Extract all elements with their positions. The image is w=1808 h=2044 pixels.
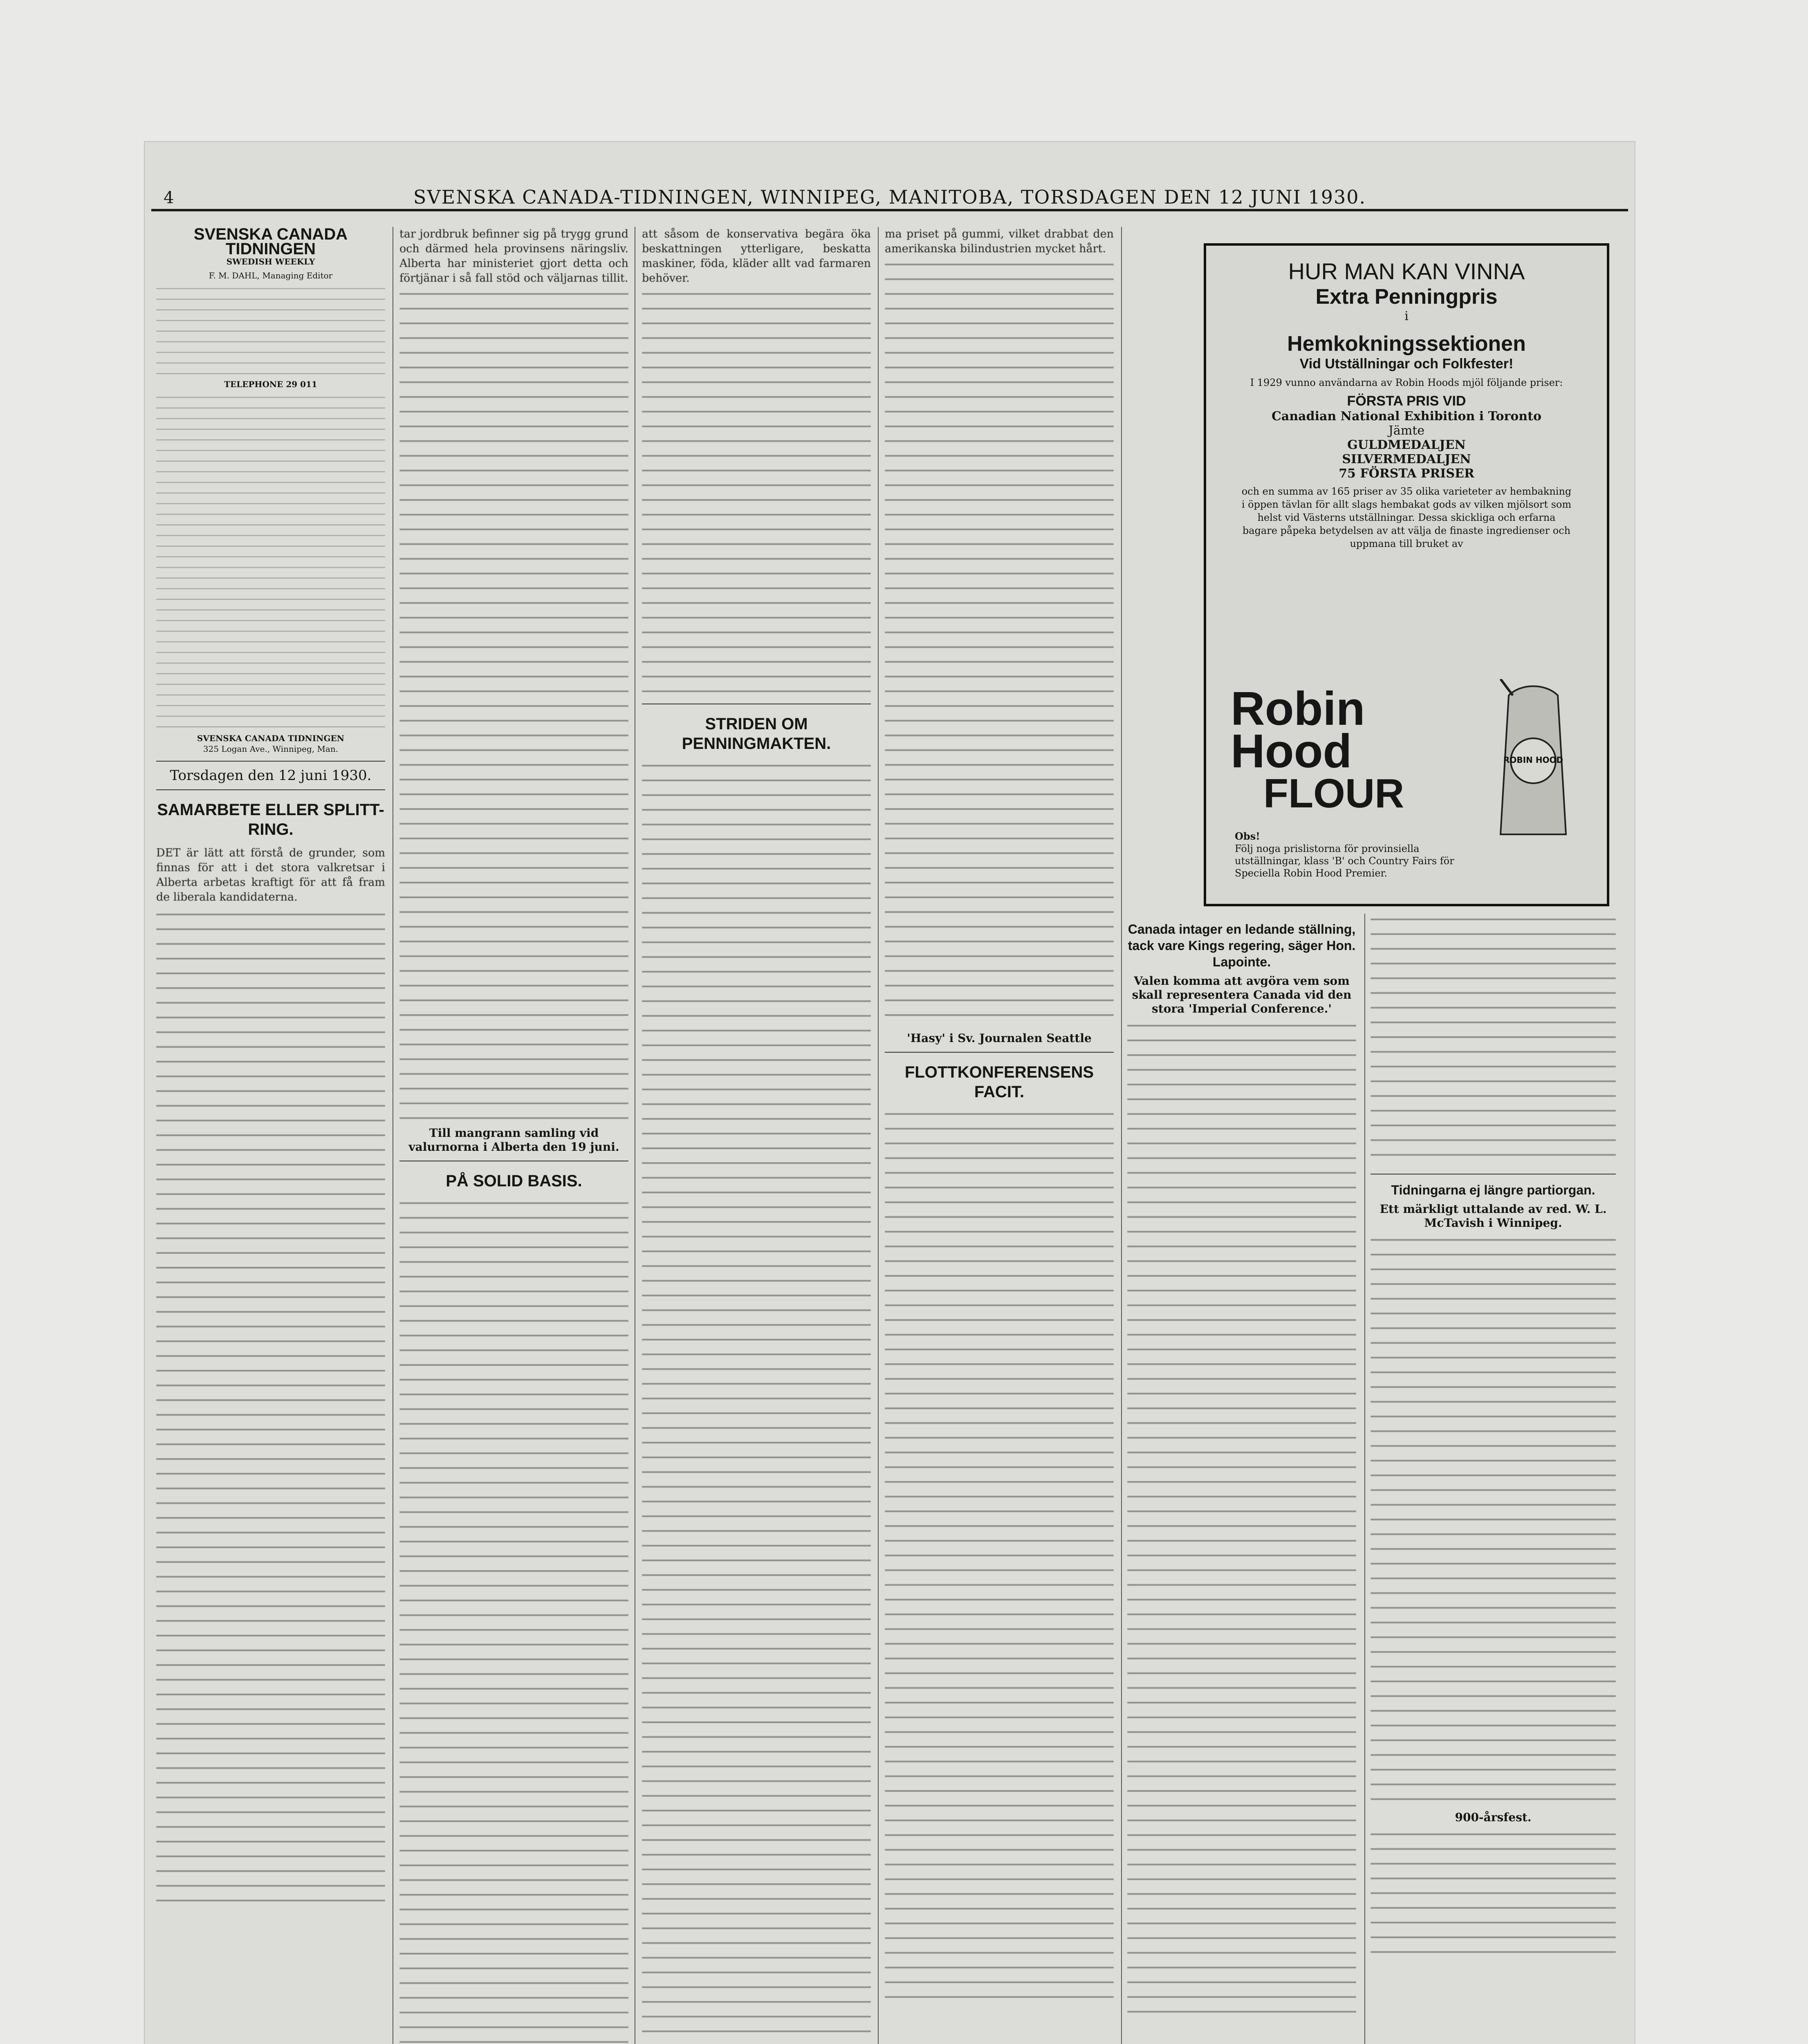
- robin-hood-advertisement: [1204, 243, 1609, 906]
- ad-headline: HUR MAN KAN VINNA: [1288, 258, 1525, 284]
- ad-connector: i: [1404, 309, 1409, 323]
- ad-jamte: Jämte: [1388, 424, 1425, 438]
- article-body-col6-top: [1371, 914, 1616, 1167]
- ad-notice-head: Obs!: [1235, 830, 1260, 842]
- column-5: [1127, 914, 1356, 2044]
- issue-date: Torsdagen den 12 juni 1930.: [170, 767, 372, 784]
- ad-first-prizes: 75 FÖRSTA PRISER: [1339, 466, 1474, 481]
- divider: [885, 1052, 1114, 1053]
- ad-extra-prize: Extra Penningpris: [1315, 285, 1498, 309]
- column-1: [156, 227, 385, 2044]
- masthead-telephone: TELEPHONE 29 011: [224, 379, 317, 389]
- article-lead-samarbete: DET är lätt att förstå de grunder, som finnas för att i det stora valkretsar i Alberta arbetas kraftigt för att få fram de liberala kandidaterna.: [156, 847, 385, 903]
- article-body-pa-solid-basis: [399, 1197, 628, 2044]
- article-subtitle-canada-intager: Valen komma att avgöra vem som skall representera Canada vid den stora 'Imperial Conference.': [1132, 974, 1352, 1015]
- article-title-canada-intager: Canada intager en ledande ställning, tack vare Kings regering, säger Hon. Lapointe.: [1128, 922, 1356, 969]
- masthead-fineprint: [156, 285, 385, 375]
- ad-silver-medal: SILVERMEDALJEN: [1342, 452, 1471, 466]
- ad-brand-logo: [1231, 682, 1484, 816]
- ad-section: Hemkokningssektionen: [1287, 332, 1526, 356]
- ad-notice: [1235, 830, 1464, 879]
- column-2: [399, 227, 628, 2044]
- election-note: Till mangrann samling vid valurnorna i Alberta den 19 juni.: [408, 1126, 619, 1154]
- article-title-flottkonferensens: FLOTTKONFERENSENS FACIT.: [904, 1063, 1094, 1101]
- column-rule: [1364, 914, 1365, 2044]
- ad-events: Vid Utställningar och Folkfester!: [1299, 356, 1514, 372]
- ad-intro: I 1929 vunno användarna av Robin Hoods mjöl följande priser:: [1250, 377, 1563, 388]
- column-rule: [1121, 227, 1122, 2044]
- article-body-col4-text: [885, 259, 1114, 1027]
- article-title-tidningarna: Tidningarna ej längre partiorgan.: [1391, 1183, 1595, 1197]
- column-4: [885, 227, 1114, 2044]
- divider: [156, 789, 385, 790]
- ad-notice-body: Följ noga prislistorna för provinsiella utställningar, klass 'B' och Country Fairs för Speciella Robin Hood Premier.: [1235, 843, 1454, 879]
- column-6: [1371, 914, 1616, 2044]
- article-continued-text: [156, 909, 385, 1914]
- masthead-title: SVENSKA CANADA TIDNINGEN: [193, 227, 348, 258]
- article-title-samarbete: SAMARBETE ELLER SPLITT-RING.: [157, 801, 384, 838]
- article-body-striden: [642, 760, 871, 2044]
- ad-exhibition: Canadian National Exhibition i Toronto: [1272, 409, 1541, 424]
- article-body-col2-text: [399, 288, 628, 1122]
- article-subtitle-tidningarna: Ett märkligt uttalande av red. W. L. McTavish i Winnipeg.: [1380, 1202, 1607, 1230]
- page-header: [151, 186, 1628, 211]
- article-body-canada-intager: [1127, 1020, 1356, 2026]
- article-title-pa-solid-basis: PÅ SOLID BASIS.: [446, 1172, 582, 1190]
- ad-gold-medal: GULDMEDALJEN: [1347, 438, 1466, 452]
- newspaper-page: [144, 141, 1635, 2044]
- ad-body: och en summa av 165 priser av 35 olika varieteter av hembakning i öppen tävlan för allt slags hembakat gods av vilken mjölsort som helst vid Västerns utställningar. Dessa skickliga och erfarna bagare påpeka betydelsen av att välja de finaste ingredienser och uppmana till bruket av: [1241, 486, 1572, 549]
- masthead-subtitle: SWEDISH WEEKLY: [226, 257, 315, 267]
- article-body-col4-top: ma priset på gummi, vilket drabbat den amerikanska bilindustrien mycket hårt.: [885, 228, 1114, 255]
- article-body-col3-text: [642, 288, 871, 697]
- article-body-flottkonferensens: [885, 1108, 1114, 2008]
- masthead-address-street: 325 Logan Ave., Winnipeg, Man.: [203, 744, 339, 754]
- article-body-col2-top: tar jordbruk befinner sig på trygg grund och därmed hela provinsens näringsliv. Alberta har ministeriet gjort detta och förtjänar i så fall stöd och väljarnas tillit.: [399, 228, 628, 285]
- sack-label: ROBIN HOOD: [1503, 755, 1563, 765]
- page-number: 4: [164, 188, 175, 207]
- masthead-address-name: SVENSKA CANADA TIDNINGEN: [197, 733, 345, 743]
- article-source: 'Hasy' i Sv. Journalen Seattle: [907, 1031, 1092, 1045]
- masthead-editor: F. M. DAHL, Managing Editor: [209, 271, 333, 280]
- flour-sack-illustration-icon: [1484, 679, 1582, 843]
- running-title: SVENSKA CANADA-TIDNINGEN, WINNIPEG, MANITOBA, TORSDAGEN DEN 12 JUNI 1930.: [413, 186, 1366, 208]
- article-body-arsfest: [1371, 1829, 1616, 1959]
- ad-brand-line1: Robin Hood: [1231, 682, 1365, 778]
- article-title-arsfest: 900-årsfest.: [1455, 1811, 1532, 1824]
- column-rule: [878, 227, 879, 2044]
- article-body-samarbete: [156, 846, 385, 905]
- article-body-tidningarna: [1371, 1234, 1616, 1806]
- divider: [156, 761, 385, 762]
- masthead-subscriptions: [156, 394, 385, 729]
- ad-first-prize: FÖRSTA PRIS VID: [1347, 393, 1466, 409]
- article-title-striden: STRIDEN OM PENNINGMAKTEN.: [682, 715, 831, 753]
- article-body-col3-top: att såsom de konservativa begära öka beskattningen ytterligare, beskatta maskiner, föda, kläder allt vad farmaren behöver.: [642, 228, 871, 285]
- ad-brand-line2: FLOUR: [1263, 771, 1404, 816]
- column-3: [642, 227, 871, 2044]
